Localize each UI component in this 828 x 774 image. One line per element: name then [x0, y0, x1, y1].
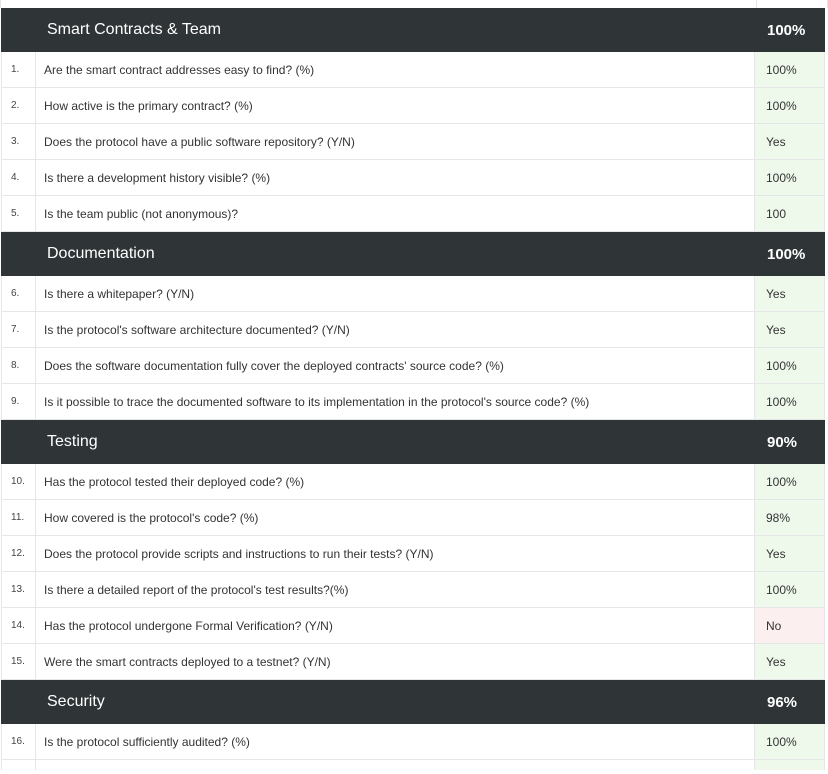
section-title: Security: [47, 693, 105, 710]
row-answer: Yes: [755, 536, 825, 571]
row-number: 5.: [1, 196, 36, 231]
row-question: Does the protocol have a public software repository? (Y/N): [36, 124, 755, 159]
row-answer: 100%: [755, 464, 825, 499]
row-answer: Yes: [755, 276, 825, 311]
row-number: 6.: [1, 276, 36, 311]
row-number: 15.: [1, 644, 36, 679]
row-answer: Yes: [755, 312, 825, 347]
row-number: 1.: [1, 52, 36, 87]
row-question-partial: [36, 760, 755, 770]
row-answer: No: [755, 608, 825, 643]
row-question: Has the protocol undergone Formal Verification? (Y/N): [36, 608, 755, 643]
row-question: Are the smart contract addresses easy to find? (%): [36, 52, 755, 87]
row-answer: 98%: [755, 500, 825, 535]
section-title: Testing: [47, 433, 98, 450]
table-row: [1, 384, 825, 420]
table-row: [1, 124, 825, 160]
row-answer: 100%: [755, 88, 825, 123]
row-number: 4.: [1, 160, 36, 195]
row-question: How active is the primary contract? (%): [36, 88, 755, 123]
table-row: [1, 160, 825, 196]
section-title: Documentation: [47, 245, 155, 262]
row-answer: 100%: [755, 572, 825, 607]
row-number-partial: [1, 760, 36, 770]
table-row: [1, 500, 825, 536]
row-number: 16.: [1, 724, 36, 759]
table-row: [1, 644, 825, 680]
row-answer: 100%: [755, 384, 825, 419]
row-answer: 100%: [755, 348, 825, 383]
row-number: 14.: [1, 608, 36, 643]
row-question: Has the protocol tested their deployed code? (%): [36, 464, 755, 499]
row-question: Does the protocol provide scripts and instructions to run their tests? (Y/N): [36, 536, 755, 571]
row-answer: 100: [755, 196, 825, 231]
row-number: 11.: [1, 500, 36, 535]
row-question: Is the protocol sufficiently audited? (%): [36, 724, 755, 759]
row-question: Were the smart contracts deployed to a testnet? (Y/N): [36, 644, 755, 679]
row-question: How covered is the protocol's code? (%): [36, 500, 755, 535]
row-number: 13.: [1, 572, 36, 607]
row-question: Is it possible to trace the documented software to its implementation in the protocol's source code? (%): [36, 384, 755, 419]
row-answer: 100%: [755, 724, 825, 759]
row-number: 10.: [1, 464, 36, 499]
section-score: 96%: [767, 693, 798, 711]
section-header-documentation: [1, 232, 825, 276]
row-question: Is the protocol's software architecture documented? (Y/N): [36, 312, 755, 347]
section-title: Smart Contracts & Team: [47, 21, 221, 38]
row-answer: Yes: [755, 644, 825, 679]
row-number: 2.: [1, 88, 36, 123]
table-row: [1, 348, 825, 384]
row-number: 7.: [1, 312, 36, 347]
table-row: [1, 276, 825, 312]
section-score: 100%: [767, 245, 806, 263]
section-score: 90%: [767, 433, 798, 451]
row-number: 12.: [1, 536, 36, 571]
table-row-partial: [1, 760, 825, 770]
section-header-security: [1, 680, 825, 724]
table-row: [1, 52, 825, 88]
row-question: Is there a detailed report of the protocol's test results?(%): [36, 572, 755, 607]
row-question: Is there a whitepaper? (Y/N): [36, 276, 755, 311]
row-number: 8.: [1, 348, 36, 383]
row-number: 3.: [1, 124, 36, 159]
section-score: 100%: [767, 21, 806, 39]
section-header-testing: [1, 420, 825, 464]
table-row: [1, 536, 825, 572]
table-row: [1, 724, 825, 760]
row-answer-partial: [755, 760, 825, 770]
section-header-smart-contracts: [1, 8, 825, 52]
table-row: [1, 312, 825, 348]
row-number: 9.: [1, 384, 36, 419]
table-row: [1, 608, 825, 644]
row-question: Is the team public (not anonymous)?: [36, 196, 755, 231]
row-answer: 100%: [755, 52, 825, 87]
table-top-edge: [0, 0, 828, 8]
table-row: [1, 572, 825, 608]
table-row: [1, 464, 825, 500]
row-answer: 100%: [755, 160, 825, 195]
table-row: [1, 196, 825, 232]
row-answer: Yes: [755, 124, 825, 159]
row-question: Is there a development history visible? (%): [36, 160, 755, 195]
table-row: [1, 88, 825, 124]
row-question: Does the software documentation fully cover the deployed contracts' source code? (%): [36, 348, 755, 383]
